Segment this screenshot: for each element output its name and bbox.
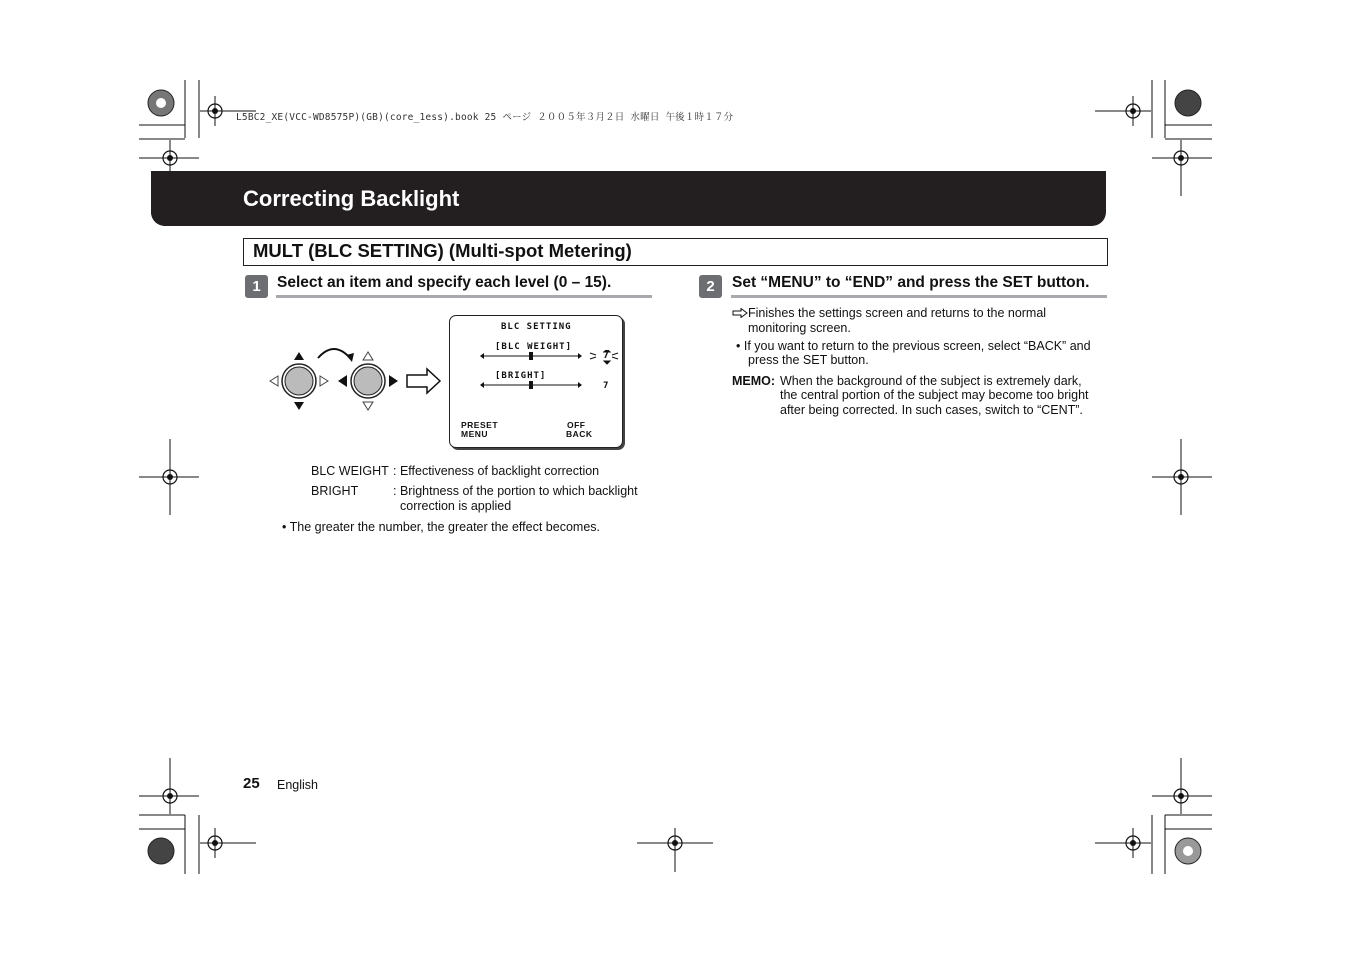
page-title: Correcting Backlight bbox=[243, 186, 460, 211]
step-1-bullet: • The greater the number, the greater the effect becomes. bbox=[282, 520, 600, 534]
osd-off: OFF bbox=[567, 420, 586, 430]
left-dial-icon bbox=[270, 352, 328, 410]
result-arrow-icon bbox=[732, 308, 748, 318]
language-label: English bbox=[277, 778, 318, 792]
osd-back: BACK bbox=[566, 429, 593, 439]
def-desc-bright: : Brightness of the portion to which backlight bbox=[393, 484, 638, 498]
step-2-bullet-line1: • If you want to return to the previous screen, select “BACK” and bbox=[736, 339, 1091, 353]
right-dial-icon bbox=[338, 352, 398, 410]
def-desc-blc-weight: : Effectiveness of backlight correction bbox=[393, 464, 600, 478]
step-1-title: Select an item and specify each level (0 – 15). bbox=[277, 274, 612, 291]
slider-knob-2 bbox=[529, 381, 533, 389]
memo-label: MEMO: bbox=[732, 374, 776, 388]
osd-item1-value: 7 bbox=[603, 350, 611, 361]
def-term-bright: BRIGHT bbox=[311, 484, 359, 498]
osd-heading: BLC SETTING bbox=[501, 322, 572, 332]
step-2-rule bbox=[731, 295, 1107, 298]
osd-preset: PRESET bbox=[461, 420, 499, 430]
osd-item1-label: [BLC WEIGHT] bbox=[495, 342, 573, 352]
step-2-bullet-line2: press the SET button. bbox=[748, 353, 869, 367]
memo-line1: When the background of the subject is extremely dark, bbox=[780, 374, 1082, 388]
arrow-right-icon bbox=[407, 369, 440, 393]
memo-line2: the central portion of the subject may become too bright bbox=[780, 388, 1089, 402]
step-2-badge: 2 bbox=[699, 275, 722, 298]
osd-menu: MENU bbox=[461, 429, 489, 439]
step-2-title: Set “MENU” to “END” and press the SET button. bbox=[732, 274, 1090, 291]
osd-item2-value: 7 bbox=[603, 381, 610, 391]
step-2-result-line1: Finishes the settings screen and returns to the normal bbox=[748, 306, 1047, 320]
section-title: MULT (BLC SETTING) (Multi-spot Metering) bbox=[253, 240, 632, 261]
step-1-badge: 1 bbox=[245, 275, 268, 298]
dial-illustration bbox=[266, 340, 446, 416]
def-term-blc-weight: BLC WEIGHT bbox=[311, 464, 389, 478]
step-1-rule bbox=[276, 295, 652, 298]
memo-line3: after being corrected. In such cases, switch to “CENT”. bbox=[780, 403, 1083, 417]
print-header: L5BC2_XE(VCC-WD8575P)(GB)(core_1ess).book 25 ページ ２００５年３月２日 水曜日 午後１時１７分 bbox=[236, 112, 734, 123]
def-desc-bright-2: correction is applied bbox=[400, 499, 512, 513]
step-2-result-line2: monitoring screen. bbox=[748, 321, 851, 335]
slider-knob-1 bbox=[529, 352, 533, 360]
osd-item2-label: [BRIGHT] bbox=[495, 371, 547, 381]
page-number: 25 bbox=[243, 775, 260, 792]
